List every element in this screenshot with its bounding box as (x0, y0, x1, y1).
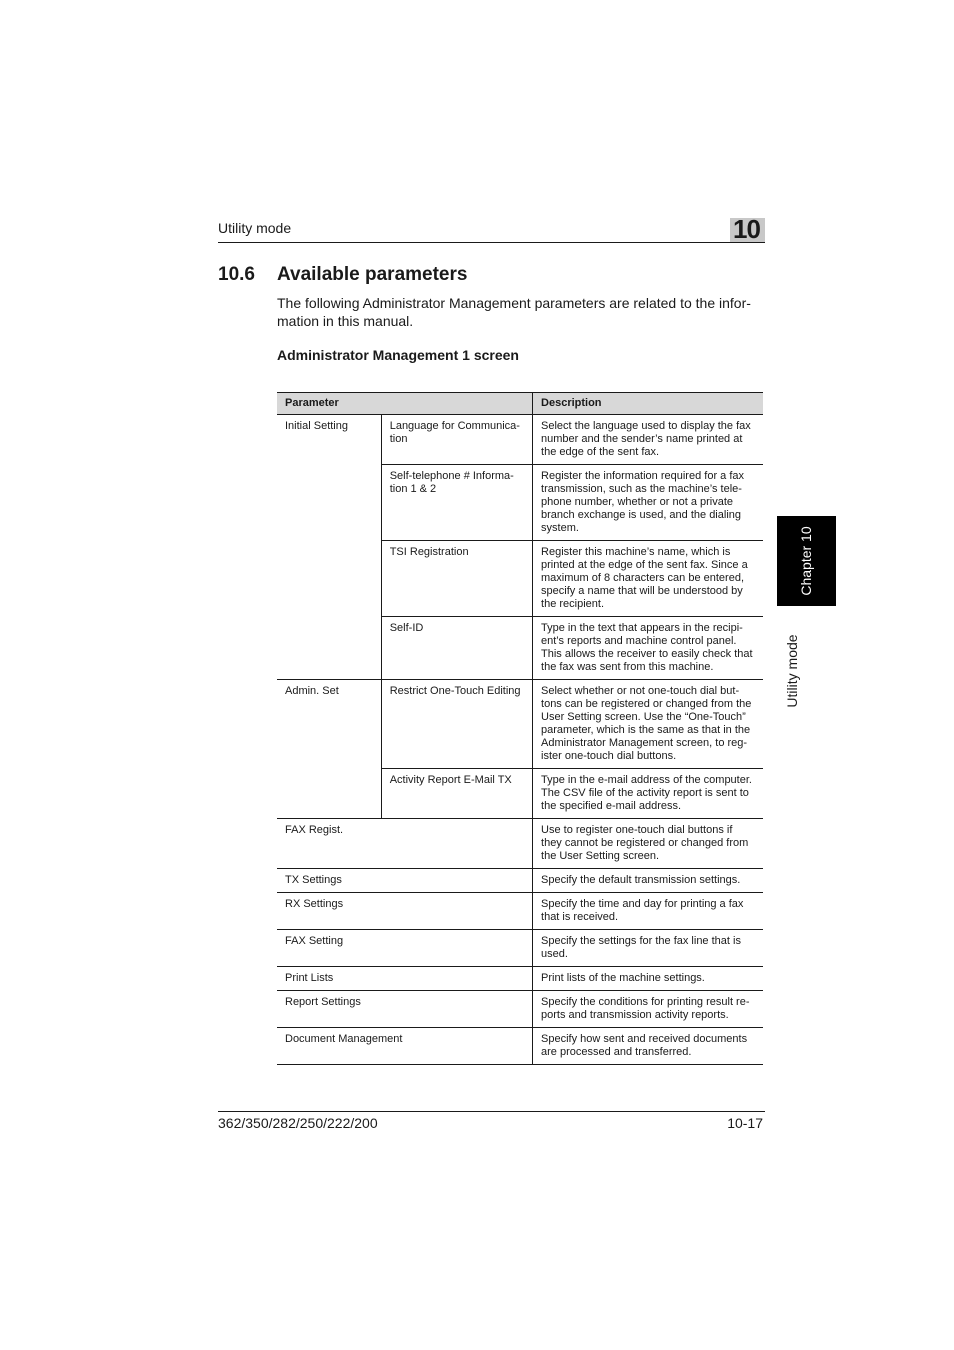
sub-parameter: Self-telephone # Informa-tion 1 & 2 (381, 465, 532, 541)
sub-parameter: Restrict One-Touch Editing (381, 680, 532, 769)
parameter-table (277, 392, 763, 1065)
side-tab-mode-label: Utility mode (784, 634, 800, 708)
side-tab-chapter-label: Chapter 10 (798, 526, 814, 596)
parameter-description: Specify the conditions for printing result re-ports and transmission activity reports. (533, 991, 763, 1028)
parameter-description: Specify how sent and received documents are processed and transferred. (533, 1028, 763, 1065)
table-row (277, 680, 763, 769)
parameter-description: Print lists of the machine settings. (533, 967, 763, 991)
parameter-description: Register this machine’s name, which is printed at the edge of the sent fax. Since a maximum of 8 characters can be entered, specify a name that will be understood by the recipient. (533, 541, 763, 617)
parameter-name: Print Lists (277, 967, 533, 991)
parameter-description: Type in the text that appears in the recipi-ent’s reports and machine control panel. This allows the receiver to easily check that the fax was sent from this machine. (533, 617, 763, 680)
parameter-description: Specify the settings for the fax line that is used. (533, 930, 763, 967)
section-heading (218, 264, 467, 286)
parameter-description: Type in the e-mail address of the computer. The CSV file of the activity report is sent to the specified e-mail address. (533, 769, 763, 819)
header-parameter: Parameter (277, 393, 533, 415)
parameter-name: TX Settings (277, 869, 533, 893)
parameter-description: Select whether or not one-touch dial but-tons can be registered or changed from the User Setting screen. Use the “One-Touch” parameter, which is the same as that in the Administrator Management screen, to reg-ister one-touch dial buttons. (533, 680, 763, 769)
table-row (277, 415, 763, 465)
table-row (277, 991, 763, 1028)
footer-rule (218, 1111, 765, 1112)
table-row (277, 869, 763, 893)
table-row (277, 819, 763, 869)
parameter-name: FAX Regist. (277, 819, 533, 869)
parameter-description: Use to register one-touch dial buttons if they cannot be registered or changed from the User Setting screen. (533, 819, 763, 869)
section-number: 10.6 (218, 264, 255, 285)
table-row (277, 930, 763, 967)
running-header-title: Utility mode (218, 220, 292, 236)
group-name: Initial Setting (277, 415, 381, 680)
header-rule (218, 242, 765, 243)
intro-paragraph: The following Administrator Management parameters are related to the infor-mation in this manual. (277, 295, 751, 329)
footer-page-number: 10-17 (727, 1115, 763, 1131)
chapter-number: 10 (733, 214, 760, 244)
parameter-name: Document Management (277, 1028, 533, 1065)
parameter-description: Select the language used to display the fax number and the sender’s name printed at the edge of the sent fax. (533, 415, 763, 465)
sub-parameter: Activity Report E-Mail TX (381, 769, 532, 819)
group-name: Admin. Set (277, 680, 381, 819)
footer-model-numbers: 362/350/282/250/222/200 (218, 1115, 378, 1131)
parameter-name: RX Settings (277, 893, 533, 930)
section-title: Available parameters (277, 264, 468, 285)
parameter-name: FAX Setting (277, 930, 533, 967)
sub-parameter: Language for Communica-tion (381, 415, 532, 465)
table-row (277, 893, 763, 930)
parameter-description: Register the information required for a fax transmission, such as the machine’s tele-phone number, whether or not a private branch exchange is used, and the dialing system. (533, 465, 763, 541)
sub-parameter: Self-ID (381, 617, 532, 680)
parameter-name: Report Settings (277, 991, 533, 1028)
table-row (277, 967, 763, 991)
table-subheading: Administrator Management 1 screen (277, 347, 519, 363)
parameter-description: Specify the default transmission settings. (533, 869, 763, 893)
header-description: Description (533, 393, 763, 415)
sub-parameter: TSI Registration (381, 541, 532, 617)
parameter-description: Specify the time and day for printing a fax that is received. (533, 893, 763, 930)
table-header-row (277, 393, 763, 415)
table-row (277, 1028, 763, 1065)
